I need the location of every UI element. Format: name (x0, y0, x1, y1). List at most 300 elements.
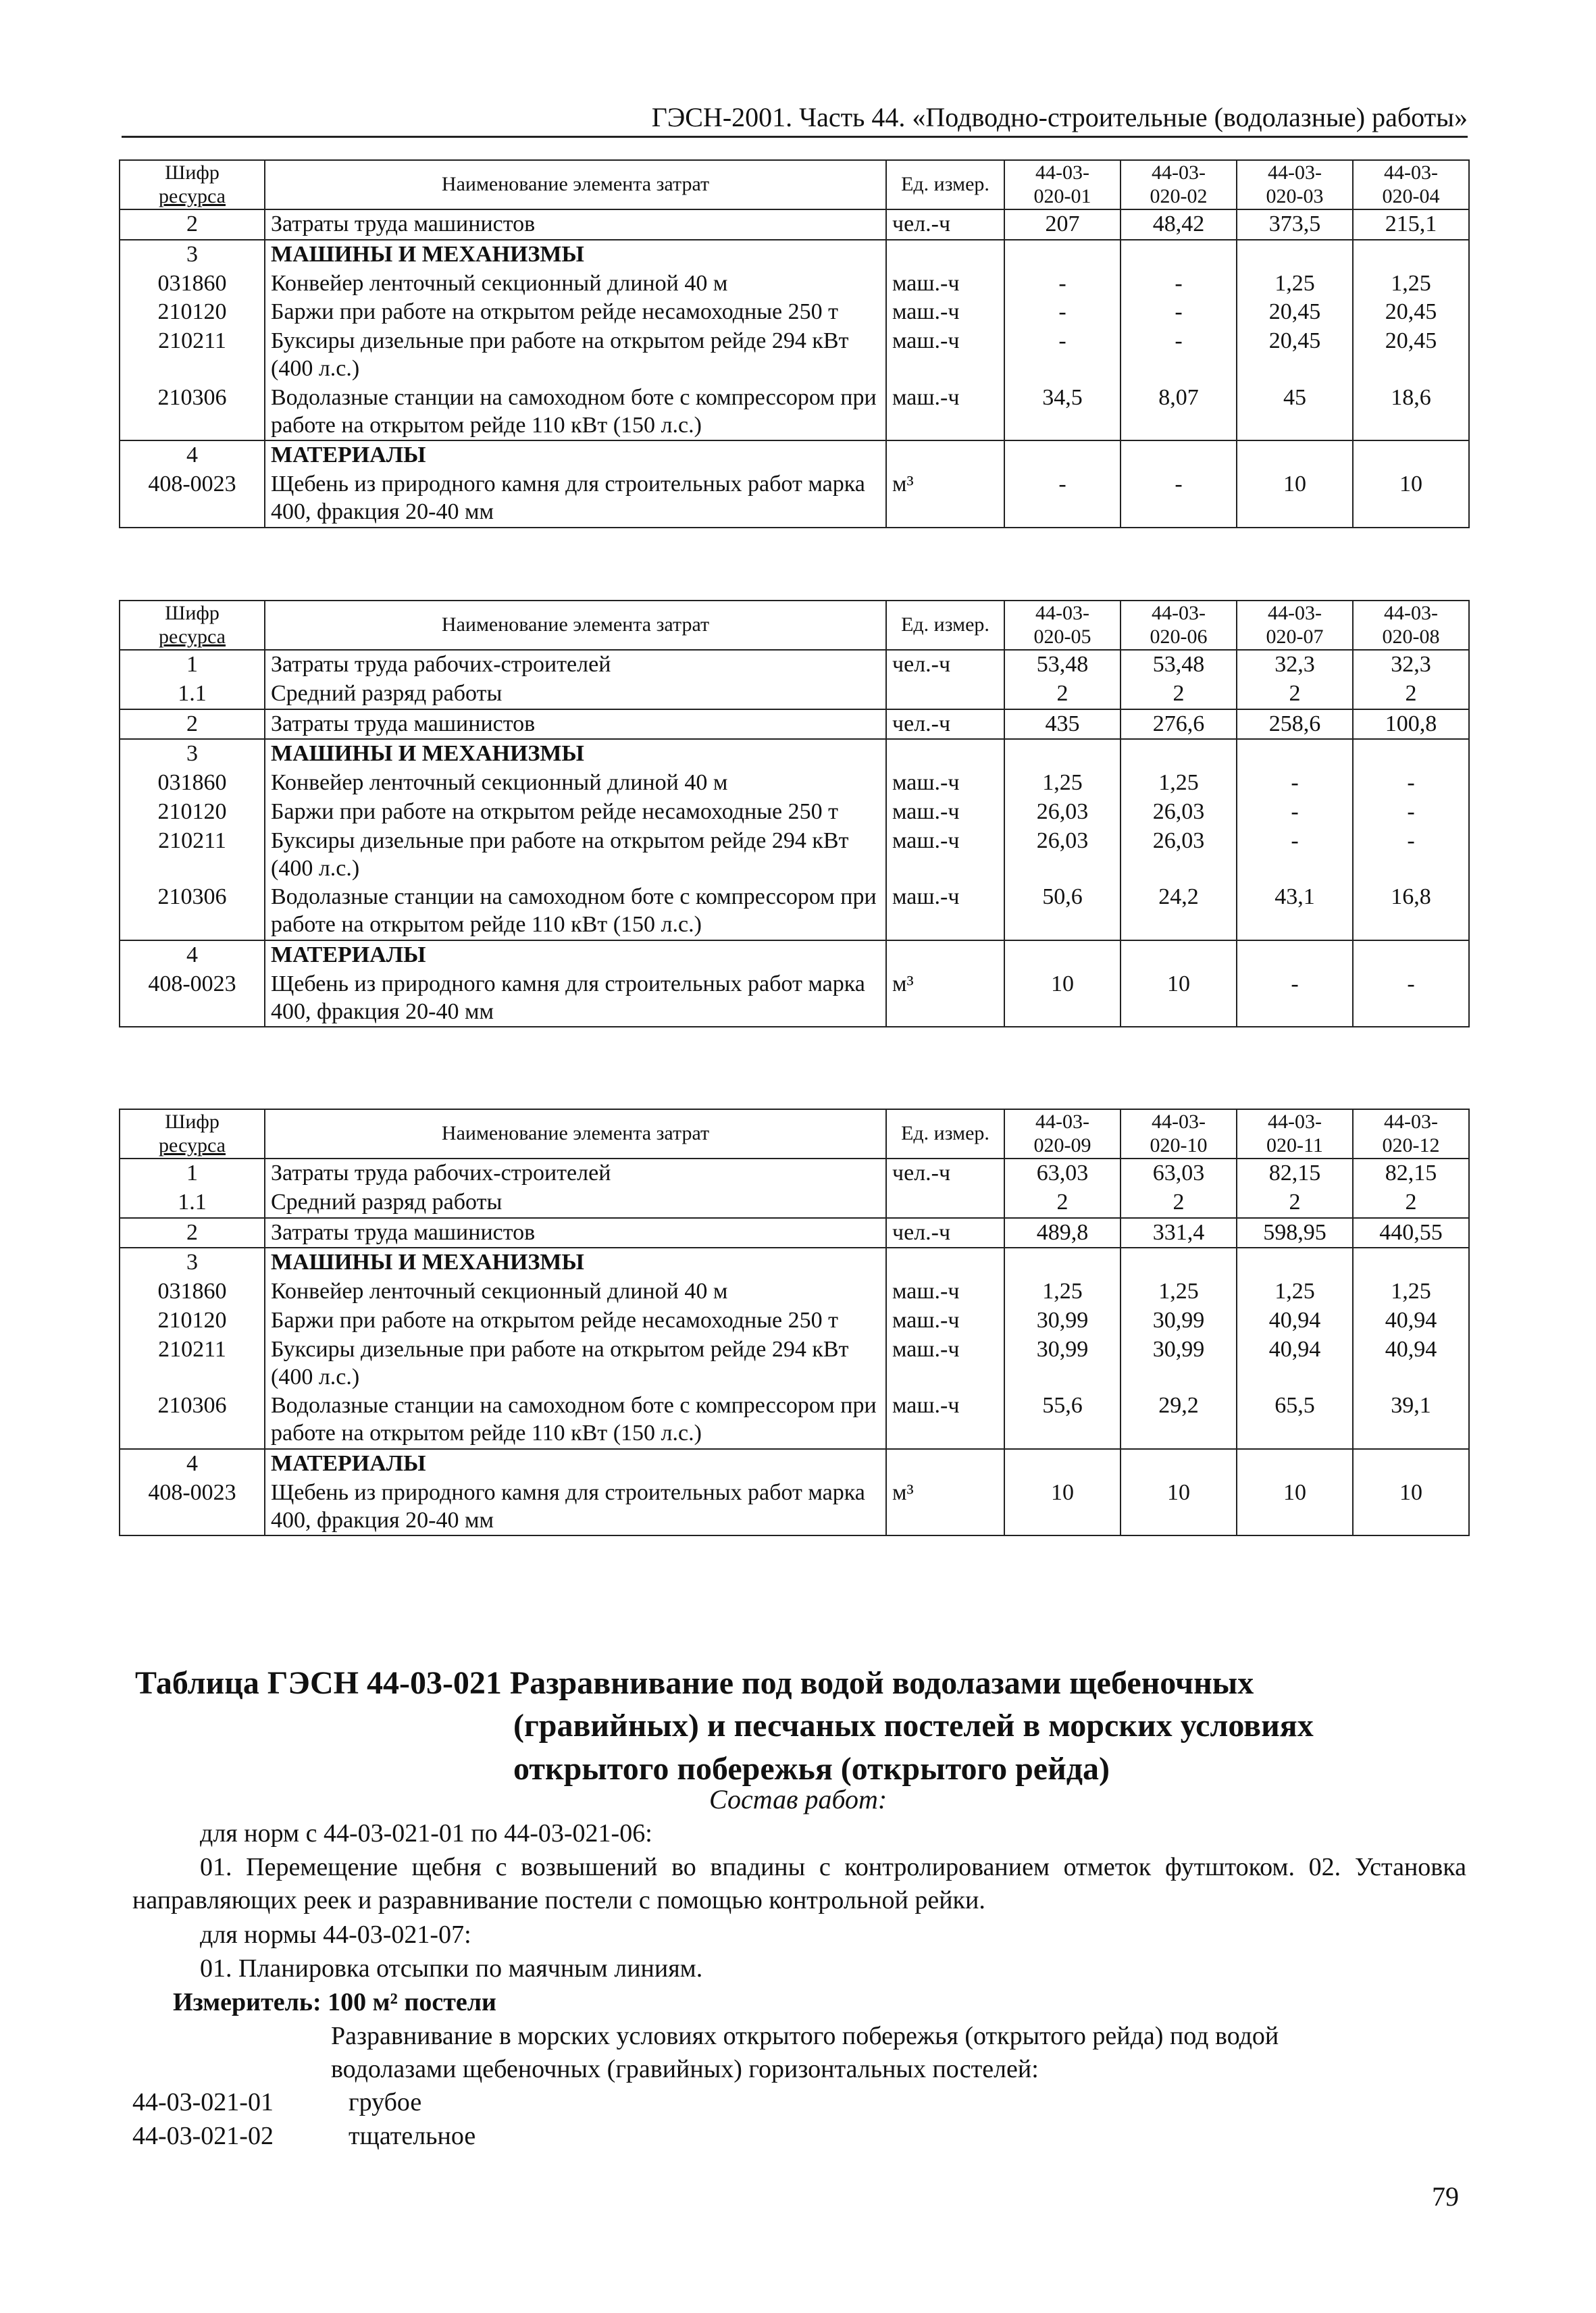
resource-value: 53,48 (1004, 650, 1121, 680)
resource-code: 031860 (120, 769, 265, 798)
table-row (120, 1218, 1469, 1248)
resource-unit (886, 739, 1004, 769)
resource-code: 408-0023 (120, 1479, 265, 1536)
table-row (120, 680, 1469, 709)
resource-name: Затраты труда машинистов (265, 709, 886, 740)
resource-name: МАТЕРИАЛЫ (265, 940, 886, 970)
work-description-2: 01. Планировка отсыпки по маячным линиям. (200, 1954, 703, 1983)
norm-code-part: 020-10 (1150, 1134, 1208, 1156)
table-row (120, 1188, 1469, 1218)
resource-code: 4 (120, 940, 265, 970)
norm-item (132, 2087, 421, 2117)
resource-value: - (1004, 298, 1121, 327)
resource-code: 3 (120, 240, 265, 270)
resource-code: 210306 (120, 384, 265, 441)
resource-value: - (1004, 327, 1121, 384)
resource-value: - (1237, 769, 1353, 798)
col-header-norm-code (1004, 160, 1121, 209)
resource-name: МАШИНЫ И МЕХАНИЗМЫ (265, 1248, 886, 1277)
norm-code-part: 44-03- (1035, 602, 1089, 624)
col-header-resource-code (120, 160, 265, 209)
table-row (120, 1336, 1469, 1392)
resource-value: 43,1 (1237, 883, 1353, 940)
table-row (120, 883, 1469, 940)
resource-value (1353, 440, 1469, 470)
resource-code: 210211 (120, 1336, 265, 1392)
resource-name: МАШИНЫ И МЕХАНИЗМЫ (265, 240, 886, 270)
resource-value (1121, 940, 1237, 970)
resource-unit (886, 1449, 1004, 1479)
resource-value: 20,45 (1237, 298, 1353, 327)
col-header-resource-code (120, 1109, 265, 1159)
resource-value: 40,94 (1353, 1336, 1469, 1392)
norm-code-part: 44-03- (1268, 602, 1322, 624)
resource-value: 40,94 (1353, 1306, 1469, 1336)
resource-value: 10 (1121, 1479, 1237, 1536)
resource-value: 63,03 (1004, 1159, 1121, 1188)
resource-name: Щебень из природного камня для строительных работ марка 400, фракция 20-40 мм (265, 1479, 886, 1536)
norm-code-part: 020-01 (1033, 184, 1091, 207)
resource-value: - (1237, 970, 1353, 1027)
work-description-1: 01. Перемещение щебня с возвышений во впадины с контролированием отметок футштоком. 02. Установка направляющих реек и разравнивание постели с помощью контрольной рейки. (132, 1853, 1466, 1915)
resource-value: 40,94 (1237, 1306, 1353, 1336)
norm-code-part: 020-08 (1382, 625, 1440, 648)
col-header-name: Наименование элемента затрат (265, 1109, 886, 1159)
table-row (120, 1479, 1469, 1536)
resource-code: 1 (120, 1159, 265, 1188)
resource-name: Конвейер ленточный секционный длиной 40 м (265, 270, 886, 299)
norm-code-part: 44-03- (1152, 602, 1206, 624)
resource-value: 55,6 (1004, 1392, 1121, 1449)
resource-unit: чел.-ч (886, 650, 1004, 680)
resource-value (1237, 739, 1353, 769)
norm-code-part: 44-03- (1384, 161, 1438, 184)
resource-value: 2 (1353, 1188, 1469, 1218)
table-row (120, 440, 1469, 470)
resource-value: 1,25 (1353, 1277, 1469, 1306)
table-row (120, 769, 1469, 798)
resource-name: Затраты труда машинистов (265, 209, 886, 240)
resource-value: 1,25 (1237, 1277, 1353, 1306)
resource-value: 39,1 (1353, 1392, 1469, 1449)
resource-value (1237, 240, 1353, 270)
norm-code-part: 020-05 (1033, 625, 1091, 648)
measure-unit: Измеритель: 100 м² постели (173, 1988, 496, 2016)
norm-code-part: 020-11 (1266, 1134, 1323, 1156)
col-header-norm-code (1237, 1109, 1353, 1159)
resource-code: 210120 (120, 298, 265, 327)
resource-value: - (1004, 470, 1121, 528)
resource-value (1004, 1248, 1121, 1277)
resource-name: Баржи при работе на открытом рейде несамоходные 250 т (265, 1306, 886, 1336)
resource-unit: маш.-ч (886, 827, 1004, 884)
norm-item (132, 2121, 475, 2151)
resource-value (1237, 1248, 1353, 1277)
resource-name: Баржи при работе на открытом рейде несамоходные 250 т (265, 298, 886, 327)
table-row (120, 970, 1469, 1027)
resource-value: 34,5 (1004, 384, 1121, 441)
resource-value: 331,4 (1121, 1218, 1237, 1248)
col-header-resursa: ресурса (159, 1134, 226, 1156)
resource-name: МАТЕРИАЛЫ (265, 1449, 886, 1479)
resource-unit: чел.-ч (886, 709, 1004, 740)
resource-value (1353, 1449, 1469, 1479)
table-header-row (120, 601, 1469, 650)
resource-value (1121, 1248, 1237, 1277)
resource-value: 440,55 (1353, 1218, 1469, 1248)
resource-unit (886, 240, 1004, 270)
resource-value: 373,5 (1237, 209, 1353, 240)
resource-unit: м³ (886, 470, 1004, 528)
table-row (120, 1277, 1469, 1306)
resource-value: 26,03 (1004, 798, 1121, 827)
table-row (120, 827, 1469, 884)
resource-value: 10 (1353, 470, 1469, 528)
resource-value: 48,42 (1121, 209, 1237, 240)
resource-name: Буксиры дизельные при работе на открытом рейде 294 кВт (400 л.с.) (265, 827, 886, 884)
table-header-row (120, 1109, 1469, 1159)
section-title-line-3: открытого побережья (открытого рейда) (513, 1750, 1110, 1787)
resource-name: Водолазные станции на самоходном боте с компрессором при работе на открытом рейде 110 кВт (150 л.с.) (265, 1392, 886, 1449)
resource-value (1004, 240, 1121, 270)
resource-value (1004, 440, 1121, 470)
resource-value (1353, 1248, 1469, 1277)
resource-unit: маш.-ч (886, 769, 1004, 798)
col-header-norm-code (1237, 601, 1353, 650)
resource-value: 53,48 (1121, 650, 1237, 680)
resource-value: - (1353, 769, 1469, 798)
norm-description: Разравнивание в морских условиях открытого побережья (открытого рейда) под водой водолазами щебеночных (гравийных) горизонтальных постелей: (331, 2022, 1279, 2084)
resource-unit: маш.-ч (886, 1277, 1004, 1306)
resource-code: 210120 (120, 1306, 265, 1336)
norm-code-part: 020-03 (1266, 184, 1324, 207)
col-header-norm-code (1121, 160, 1237, 209)
resource-value (1237, 1449, 1353, 1479)
resource-unit: маш.-ч (886, 1392, 1004, 1449)
resource-value: 26,03 (1121, 798, 1237, 827)
resource-unit (886, 440, 1004, 470)
resource-value: 40,94 (1237, 1336, 1353, 1392)
resource-unit: маш.-ч (886, 327, 1004, 384)
resource-value: 2 (1004, 680, 1121, 709)
col-header-shifr: Шифр (165, 602, 220, 624)
table-row (120, 209, 1469, 240)
resource-name: Конвейер ленточный секционный длиной 40 м (265, 769, 886, 798)
resource-value: - (1353, 798, 1469, 827)
resource-value: 1,25 (1237, 270, 1353, 299)
resource-value: 30,99 (1004, 1306, 1121, 1336)
norm-code-part: 44-03- (1152, 1111, 1206, 1133)
col-header-unit: Ед. измер. (886, 160, 1004, 209)
resource-value: 30,99 (1121, 1336, 1237, 1392)
col-header-norm-code (1121, 601, 1237, 650)
resource-value: 30,99 (1121, 1306, 1237, 1336)
resource-value: 26,03 (1004, 827, 1121, 884)
resource-value: 16,8 (1353, 883, 1469, 940)
resource-value: - (1353, 827, 1469, 884)
table-row (120, 1449, 1469, 1479)
resource-value: 29,2 (1121, 1392, 1237, 1449)
table-row (120, 1392, 1469, 1449)
resource-value: 215,1 (1353, 209, 1469, 240)
resource-name: Средний разряд работы (265, 1188, 886, 1218)
resource-value: - (1004, 270, 1121, 299)
resource-value: 8,07 (1121, 384, 1237, 441)
resource-value: 598,95 (1237, 1218, 1353, 1248)
resource-code: 408-0023 (120, 470, 265, 528)
resource-value (1353, 940, 1469, 970)
col-header-norm-code (1237, 160, 1353, 209)
col-header-norm-code (1004, 601, 1121, 650)
resource-unit: чел.-ч (886, 209, 1004, 240)
page-number: 79 (1432, 2181, 1459, 2212)
col-header-norm-code (1121, 1109, 1237, 1159)
resource-name: Затраты труда машинистов (265, 1218, 886, 1248)
table-row (120, 1248, 1469, 1277)
norm-item-name: тщательное (349, 2122, 476, 2150)
resource-value: 1,25 (1004, 769, 1121, 798)
resource-value: 1,25 (1353, 270, 1469, 299)
resource-value (1353, 240, 1469, 270)
table-row (120, 650, 1469, 680)
norm-code-part: 44-03- (1384, 602, 1438, 624)
resource-unit: маш.-ч (886, 384, 1004, 441)
resource-value (1121, 440, 1237, 470)
resource-value (1353, 739, 1469, 769)
resource-value: - (1237, 798, 1353, 827)
resource-name: Затраты труда рабочих-строителей (265, 1159, 886, 1188)
resource-value (1004, 739, 1121, 769)
resource-value: 10 (1004, 1479, 1121, 1536)
resource-value: - (1121, 270, 1237, 299)
resource-unit (886, 1248, 1004, 1277)
resource-name: Баржи при работе на открытом рейде несамоходные 250 т (265, 798, 886, 827)
resource-unit: маш.-ч (886, 883, 1004, 940)
resource-code: 031860 (120, 1277, 265, 1306)
norms-range-2: для нормы 44-03-021-07: (200, 1921, 471, 1949)
resource-unit: м³ (886, 970, 1004, 1027)
norm-code-part: 020-09 (1033, 1134, 1091, 1156)
col-header-unit: Ед. измер. (886, 601, 1004, 650)
norm-code-part: 44-03- (1035, 1111, 1089, 1133)
resource-value: 82,15 (1353, 1159, 1469, 1188)
col-header-shifr: Шифр (165, 161, 220, 184)
col-header-norm-code (1353, 601, 1469, 650)
resource-unit: маш.-ч (886, 298, 1004, 327)
resource-unit (886, 1188, 1004, 1218)
resource-value: 18,6 (1353, 384, 1469, 441)
resource-value: 1,25 (1121, 769, 1237, 798)
resource-code: 210211 (120, 827, 265, 884)
resource-code: 2 (120, 709, 265, 740)
col-header-norm-code (1353, 160, 1469, 209)
resource-value: 45 (1237, 384, 1353, 441)
section-title-line-2: (гравийных) и песчаных постелей в морских условиях (513, 1708, 1314, 1744)
resource-value: 26,03 (1121, 827, 1237, 884)
norm-code-part: 44-03- (1035, 161, 1089, 184)
resource-code: 210120 (120, 798, 265, 827)
resource-value (1121, 240, 1237, 270)
resource-value: 10 (1237, 1479, 1353, 1536)
resource-name: Затраты труда рабочих-строителей (265, 650, 886, 680)
col-header-shifr: Шифр (165, 1111, 220, 1133)
resource-value: 10 (1237, 470, 1353, 528)
resource-name: Средний разряд работы (265, 680, 886, 709)
resource-code: 031860 (120, 270, 265, 299)
resource-value (1121, 739, 1237, 769)
resource-value: 20,45 (1353, 327, 1469, 384)
resource-code: 210306 (120, 1392, 265, 1449)
resource-unit: маш.-ч (886, 1336, 1004, 1392)
resource-value: 258,6 (1237, 709, 1353, 740)
table-row (120, 298, 1469, 327)
resource-name: МАШИНЫ И МЕХАНИЗМЫ (265, 739, 886, 769)
resource-name: Конвейер ленточный секционный длиной 40 м (265, 1277, 886, 1306)
resource-table (119, 159, 1470, 528)
table-row (120, 470, 1469, 528)
resource-value: 2 (1121, 1188, 1237, 1218)
col-header-norm-code (1004, 1109, 1121, 1159)
table-row (120, 270, 1469, 299)
norm-code-part: 44-03- (1268, 161, 1322, 184)
resource-value: 2 (1237, 1188, 1353, 1218)
section-title (135, 1662, 1418, 1790)
norm-code-part: 44-03- (1384, 1111, 1438, 1133)
resource-value: 32,3 (1353, 650, 1469, 680)
resource-name: Буксиры дизельные при работе на открытом рейде 294 кВт (400 л.с.) (265, 327, 886, 384)
resource-code: 1.1 (120, 680, 265, 709)
resource-code: 4 (120, 440, 265, 470)
norm-item-code: 44-03-021-01 (132, 2088, 274, 2116)
table-row (120, 1306, 1469, 1336)
resource-value: 10 (1353, 1479, 1469, 1536)
resource-code: 1.1 (120, 1188, 265, 1218)
resource-value: 2 (1237, 680, 1353, 709)
table-row (120, 798, 1469, 827)
col-header-resursa: ресурса (159, 184, 226, 207)
col-header-resource-code (120, 601, 265, 650)
resource-value: 50,6 (1004, 883, 1121, 940)
resource-name: Буксиры дизельные при работе на открытом рейде 294 кВт (400 л.с.) (265, 1336, 886, 1392)
table-row (120, 940, 1469, 970)
resource-value (1004, 1449, 1121, 1479)
page-header: ГЭСН-2001. Часть 44. «Подводно-строительные (водолазные) работы» (122, 101, 1468, 138)
resource-unit: чел.-ч (886, 1159, 1004, 1188)
resource-code: 210211 (120, 327, 265, 384)
resource-value: 10 (1004, 970, 1121, 1027)
resource-unit: м³ (886, 1479, 1004, 1536)
resource-value: - (1121, 298, 1237, 327)
col-header-resursa: ресурса (159, 625, 226, 648)
resource-value: 2 (1353, 680, 1469, 709)
table-row (120, 709, 1469, 740)
col-header-unit: Ед. измер. (886, 1109, 1004, 1159)
resource-code: 2 (120, 209, 265, 240)
resource-code: 408-0023 (120, 970, 265, 1027)
resource-value: 30,99 (1004, 1336, 1121, 1392)
resource-name: Щебень из природного камня для строительных работ марка 400, фракция 20-40 мм (265, 470, 886, 528)
resource-unit: маш.-ч (886, 798, 1004, 827)
resource-code: 1 (120, 650, 265, 680)
resource-value: - (1237, 827, 1353, 884)
resource-value (1004, 940, 1121, 970)
resource-value: 20,45 (1353, 298, 1469, 327)
resource-value: 82,15 (1237, 1159, 1353, 1188)
table-row (120, 240, 1469, 270)
norms-range-1: для норм с 44-03-021-01 по 44-03-021-06: (200, 1819, 652, 1848)
resource-value (1237, 440, 1353, 470)
resource-value: 65,5 (1237, 1392, 1353, 1449)
resource-unit (886, 680, 1004, 709)
resource-value (1121, 1449, 1237, 1479)
resource-value: 276,6 (1121, 709, 1237, 740)
resource-value: 24,2 (1121, 883, 1237, 940)
resource-unit: маш.-ч (886, 1306, 1004, 1336)
resource-name: Щебень из природного камня для строительных работ марка 400, фракция 20-40 мм (265, 970, 886, 1027)
resource-unit: чел.-ч (886, 1218, 1004, 1248)
norm-item-name: грубое (349, 2088, 422, 2116)
col-header-name: Наименование элемента затрат (265, 160, 886, 209)
table-row (120, 1159, 1469, 1188)
resource-value: 1,25 (1121, 1277, 1237, 1306)
resource-value: - (1121, 470, 1237, 528)
resource-table (119, 600, 1470, 1027)
table-row (120, 384, 1469, 441)
col-header-norm-code (1353, 1109, 1469, 1159)
resource-value: 207 (1004, 209, 1121, 240)
table-header-row (120, 160, 1469, 209)
norm-code-part: 020-12 (1382, 1134, 1440, 1156)
resource-value (1237, 940, 1353, 970)
resource-value: 2 (1004, 1188, 1121, 1218)
resource-value: 435 (1004, 709, 1121, 740)
col-header-name: Наименование элемента затрат (265, 601, 886, 650)
norm-code-part: 020-02 (1150, 184, 1208, 207)
resource-name: МАТЕРИАЛЫ (265, 440, 886, 470)
resource-value: 1,25 (1004, 1277, 1121, 1306)
resource-value: 100,8 (1353, 709, 1469, 740)
table-row (120, 739, 1469, 769)
norm-code-part: 44-03- (1152, 161, 1206, 184)
resource-value: 2 (1121, 680, 1237, 709)
table-row (120, 327, 1469, 384)
resource-code: 3 (120, 1248, 265, 1277)
resource-code: 3 (120, 739, 265, 769)
work-composition-label: Состав работ: (709, 1784, 887, 1814)
norm-code-part: 020-06 (1150, 625, 1208, 648)
resource-unit (886, 940, 1004, 970)
resource-value: 489,8 (1004, 1218, 1121, 1248)
norm-code-part: 44-03- (1268, 1111, 1322, 1133)
resource-value: - (1353, 970, 1469, 1027)
norm-code-part: 020-07 (1266, 625, 1324, 648)
resource-code: 210306 (120, 883, 265, 940)
resource-value: 10 (1121, 970, 1237, 1027)
norm-code-part: 020-04 (1382, 184, 1440, 207)
resource-value: 32,3 (1237, 650, 1353, 680)
resource-name: Водолазные станции на самоходном боте с компрессором при работе на открытом рейде 110 кВт (150 л.с.) (265, 883, 886, 940)
resource-name: Водолазные станции на самоходном боте с компрессором при работе на открытом рейде 110 кВт (150 л.с.) (265, 384, 886, 441)
section-title-line-1: Таблица ГЭСН 44-03-021 Разравнивание под водой водолазами щебеночных (135, 1665, 1254, 1701)
resource-unit: маш.-ч (886, 270, 1004, 299)
norm-item-code: 44-03-021-02 (132, 2122, 274, 2150)
resource-code: 2 (120, 1218, 265, 1248)
resource-value: - (1121, 327, 1237, 384)
resource-code: 4 (120, 1449, 265, 1479)
resource-value: 20,45 (1237, 327, 1353, 384)
resource-table (119, 1109, 1470, 1536)
resource-value: 63,03 (1121, 1159, 1237, 1188)
